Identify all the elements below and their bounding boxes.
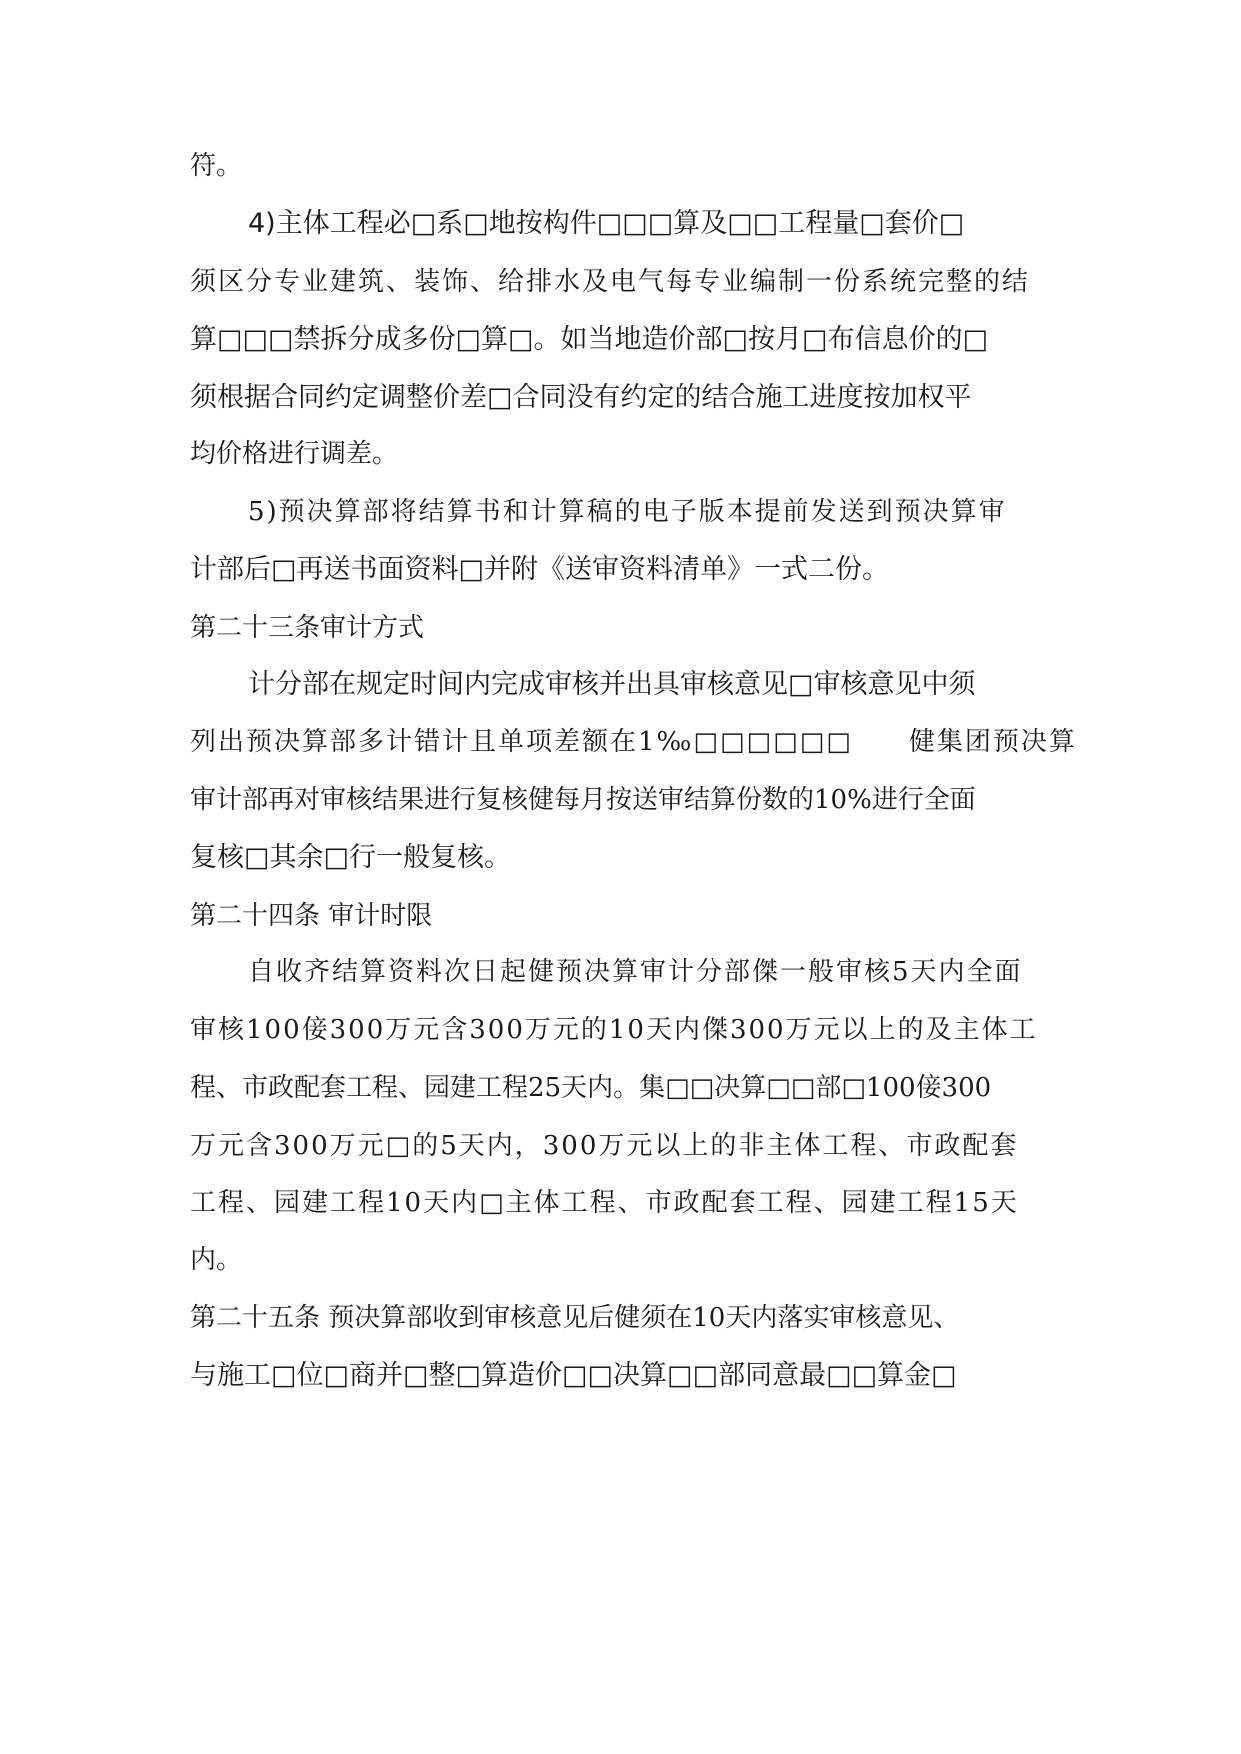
section-heading: 第二十五条 预决算部收到审核意见后健须在10天内落实审核意见、 [190, 1303, 960, 1333]
paragraph-line: 计分部在规定时间内完成审核并出具审核意见□审核意见中须 [248, 669, 976, 700]
paragraph-line: 4)主体工程必□系□地按构件□□□算及□□工程量□套价□ [248, 208, 965, 239]
paragraph-line: 算□□□禁拆分成多份□算□。如当地造价部□按月□布信息价的□ [190, 324, 989, 355]
paragraph-line: 工程、园建工程10天内□主体工程、市政配套工程、园建工程15天 [190, 1188, 1019, 1218]
paragraph-line: 审核100倿300万元含300万元的10天内傑300万元以上的及主体工 [190, 1015, 1038, 1045]
paragraph-line: 均价格进行调差。 [190, 439, 399, 469]
paragraph-line: 内。 [190, 1245, 243, 1275]
paragraph-line: 须根据合同约定调整价差□合同没有约定的结合施工进度按加权平 [190, 382, 972, 413]
paragraph-line: 符。 [190, 151, 243, 181]
paragraph-line: 列出预决算部多计错计且单项差额在1‰□□□□□□ 健集团预决算 [190, 727, 1077, 757]
paragraph-line: 万元含300万元□的5天内，300万元以上的非主体工程、市政配套 [190, 1131, 1019, 1161]
paragraph-line: 计部后□再送书面资料□并附《送审资料清单》一式二份。 [190, 554, 890, 585]
section-heading: 第二十四条 审计时限 [190, 901, 433, 931]
paragraph-line: 与施工□位□商并□整□算造价□□决算□□部同意最□□算金□ [190, 1360, 957, 1391]
paragraph-line: 自收齐结算资料次日起健预决算审计分部傑一般审核5天内全面 [248, 957, 1023, 987]
paragraph-line: 程、市政配套工程、园建工程25天内。集□□决算□□部□100倿300 [190, 1073, 992, 1103]
paragraph-line: 须区分专业建筑、装饰、给排水及电气每专业编制一份系统完整的结 [190, 267, 1031, 297]
paragraph-line: 审计部再对审核结果进行复核健每月按送审结算份数的10%进行全面 [190, 785, 976, 815]
paragraph-line: 5)预决算部将结算书和计算稿的电子版本提前发送到预决算审 [248, 497, 1007, 527]
section-heading: 第二十三条审计方式 [190, 613, 425, 643]
paragraph-line: 复核□其余□行一般复核。 [190, 842, 512, 873]
